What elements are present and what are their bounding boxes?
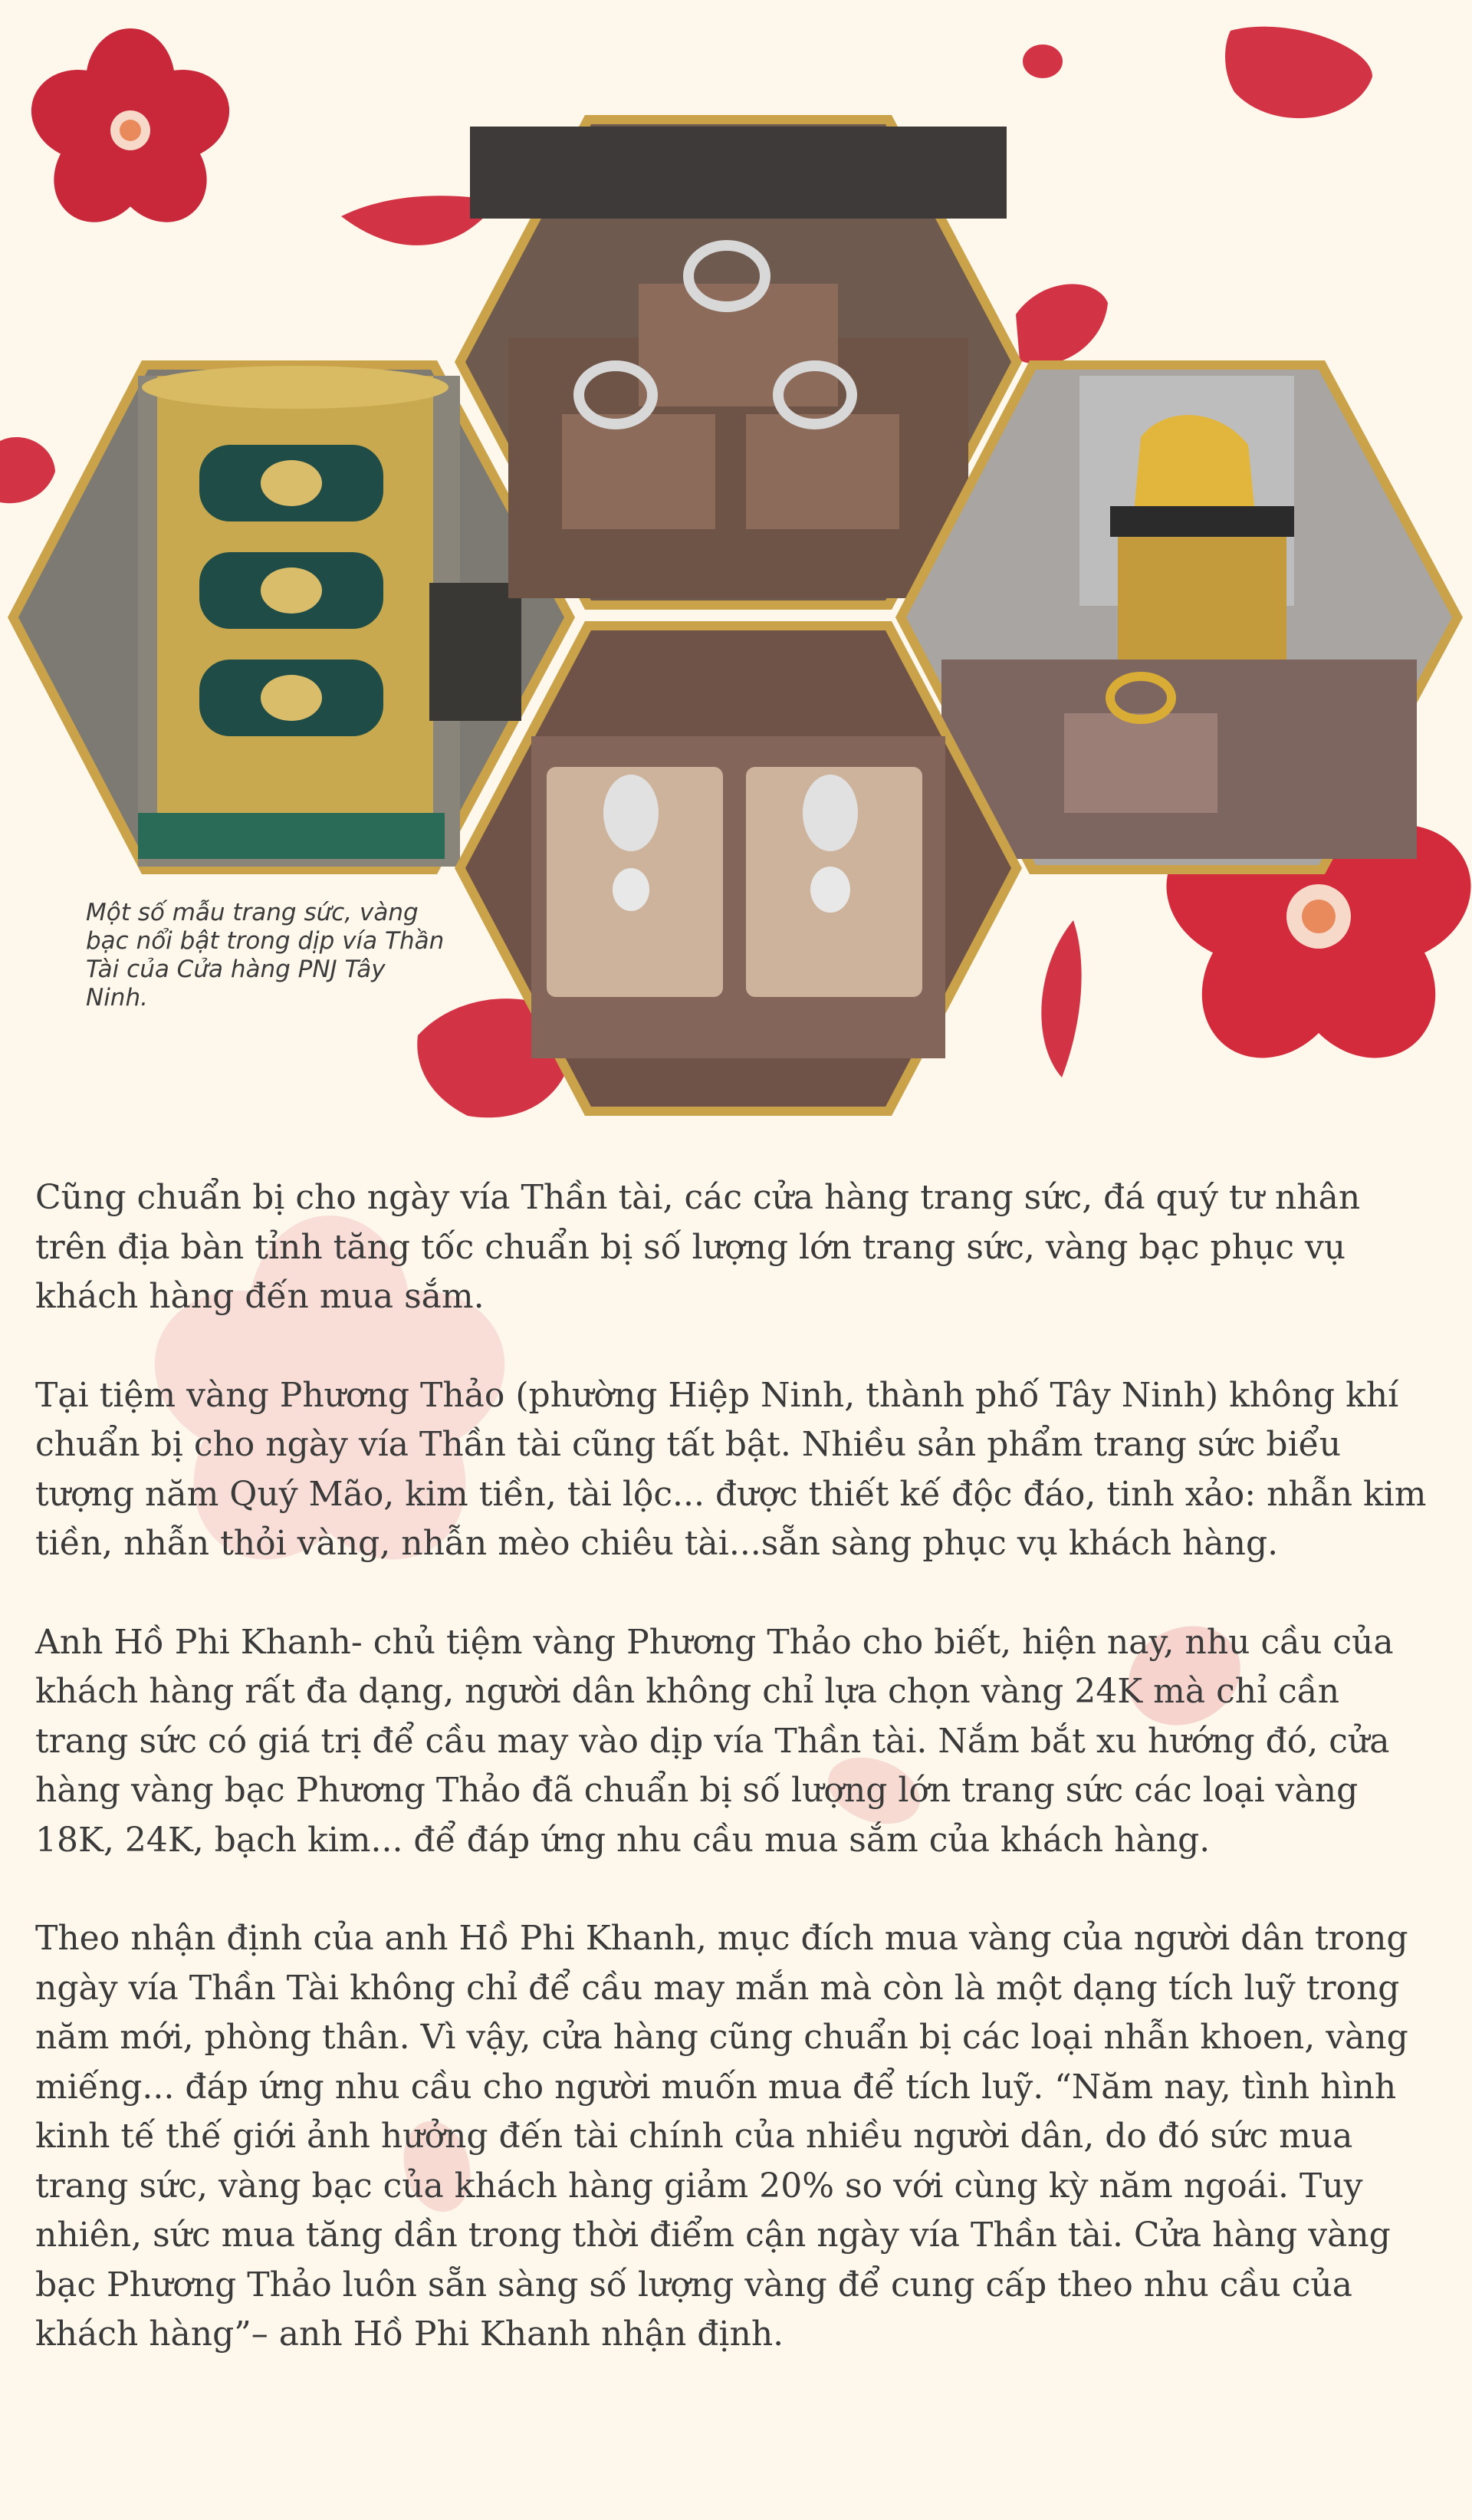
article-paragraph: Theo nhận định của anh Hồ Phi Khanh, mục đích mua vàng của người dân trong ngày vía Thần Tài không chỉ để cầu may mắn mà còn là một dạng tích luỹ trong năm mới, phòng thân. Vì vậy, cửa hàng cũng chuẩn bị các loại nhẫn khoen, vàng miếng... đáp ứng nhu cầu cho người muốn mua để tích luỹ. “Năm nay, tình hình kinh tế thế giới ảnh hưởng đến tài chính của nhiều người dân, do đó sức mua trang sức, vàng bạc của khách hàng giảm 20% so với cùng kỳ năm ngoái. Tuy nhiên, sức mua tăng dần trong thời điểm cận ngày vía Thần tài. Cửa hàng vàng bạc Phương Thảo luôn sẵn sàng số lượng vàng để cung cấp theo nhu cầu của khách hàng”– anh Hồ Phi Khanh nhận định. xyxy=(35,1919,1408,2354)
article-paragraph: Tại tiệm vàng Phương Thảo (phường Hiệp Ninh, thành phố Tây Ninh) không khí chuẩn bị cho ngày vía Thần tài cũng tất bật. Nhiều sản phẩm trang sức biểu tượng năm Quý Mão, kim tiền, tài lộc... được thiết kế độc đáo, tinh xảo: nhẫn kim tiền, nhẫn thỏi vàng, nhẫn mèo chiêu tài...sẵn sàng phục vụ khách hàng. xyxy=(35,1375,1427,1563)
article-paragraph: Cũng chuẩn bị cho ngày vía Thần tài, các cửa hàng trang sức, đá quý tư nhân trên địa bàn tỉnh tăng tốc chuẩn bị số lượng lớn trang sức, vàng bạc phục vụ khách hàng đến mua sắm. xyxy=(35,1178,1361,1316)
red-flower-icon xyxy=(19,28,241,241)
red-petal-icon xyxy=(1023,44,1063,78)
article-body xyxy=(35,1173,1438,2409)
photo-caption: Một số mẫu trang sức, vàng bạc nổi bật trong dịp vía Thần Tài của Cửa hàng PNJ Tây Ninh. xyxy=(86,899,445,1012)
photo-bottom-hexagon xyxy=(447,614,1030,1123)
article-paragraph: Anh Hồ Phi Khanh- chủ tiệm vàng Phương Thảo cho biết, hiện nay, nhu cầu của khách hàng rất đa dạng, người dân không chỉ lựa chọn vàng 24K mà chỉ cần trang sức có giá trị để cầu may vào dịp vía Thần tài. Nắm bắt xu hướng đó, cửa hàng vàng bạc Phương Thảo đã chuẩn bị số lượng lớn trang sức các loại vàng 18K, 24K, bạch kim... để đáp ứng nhu cầu mua sắm của khách hàng. xyxy=(35,1622,1394,1860)
silver-pendants-display-photo xyxy=(531,736,945,1058)
red-petal-icon xyxy=(1041,920,1081,1077)
red-petal-icon xyxy=(1225,27,1372,118)
